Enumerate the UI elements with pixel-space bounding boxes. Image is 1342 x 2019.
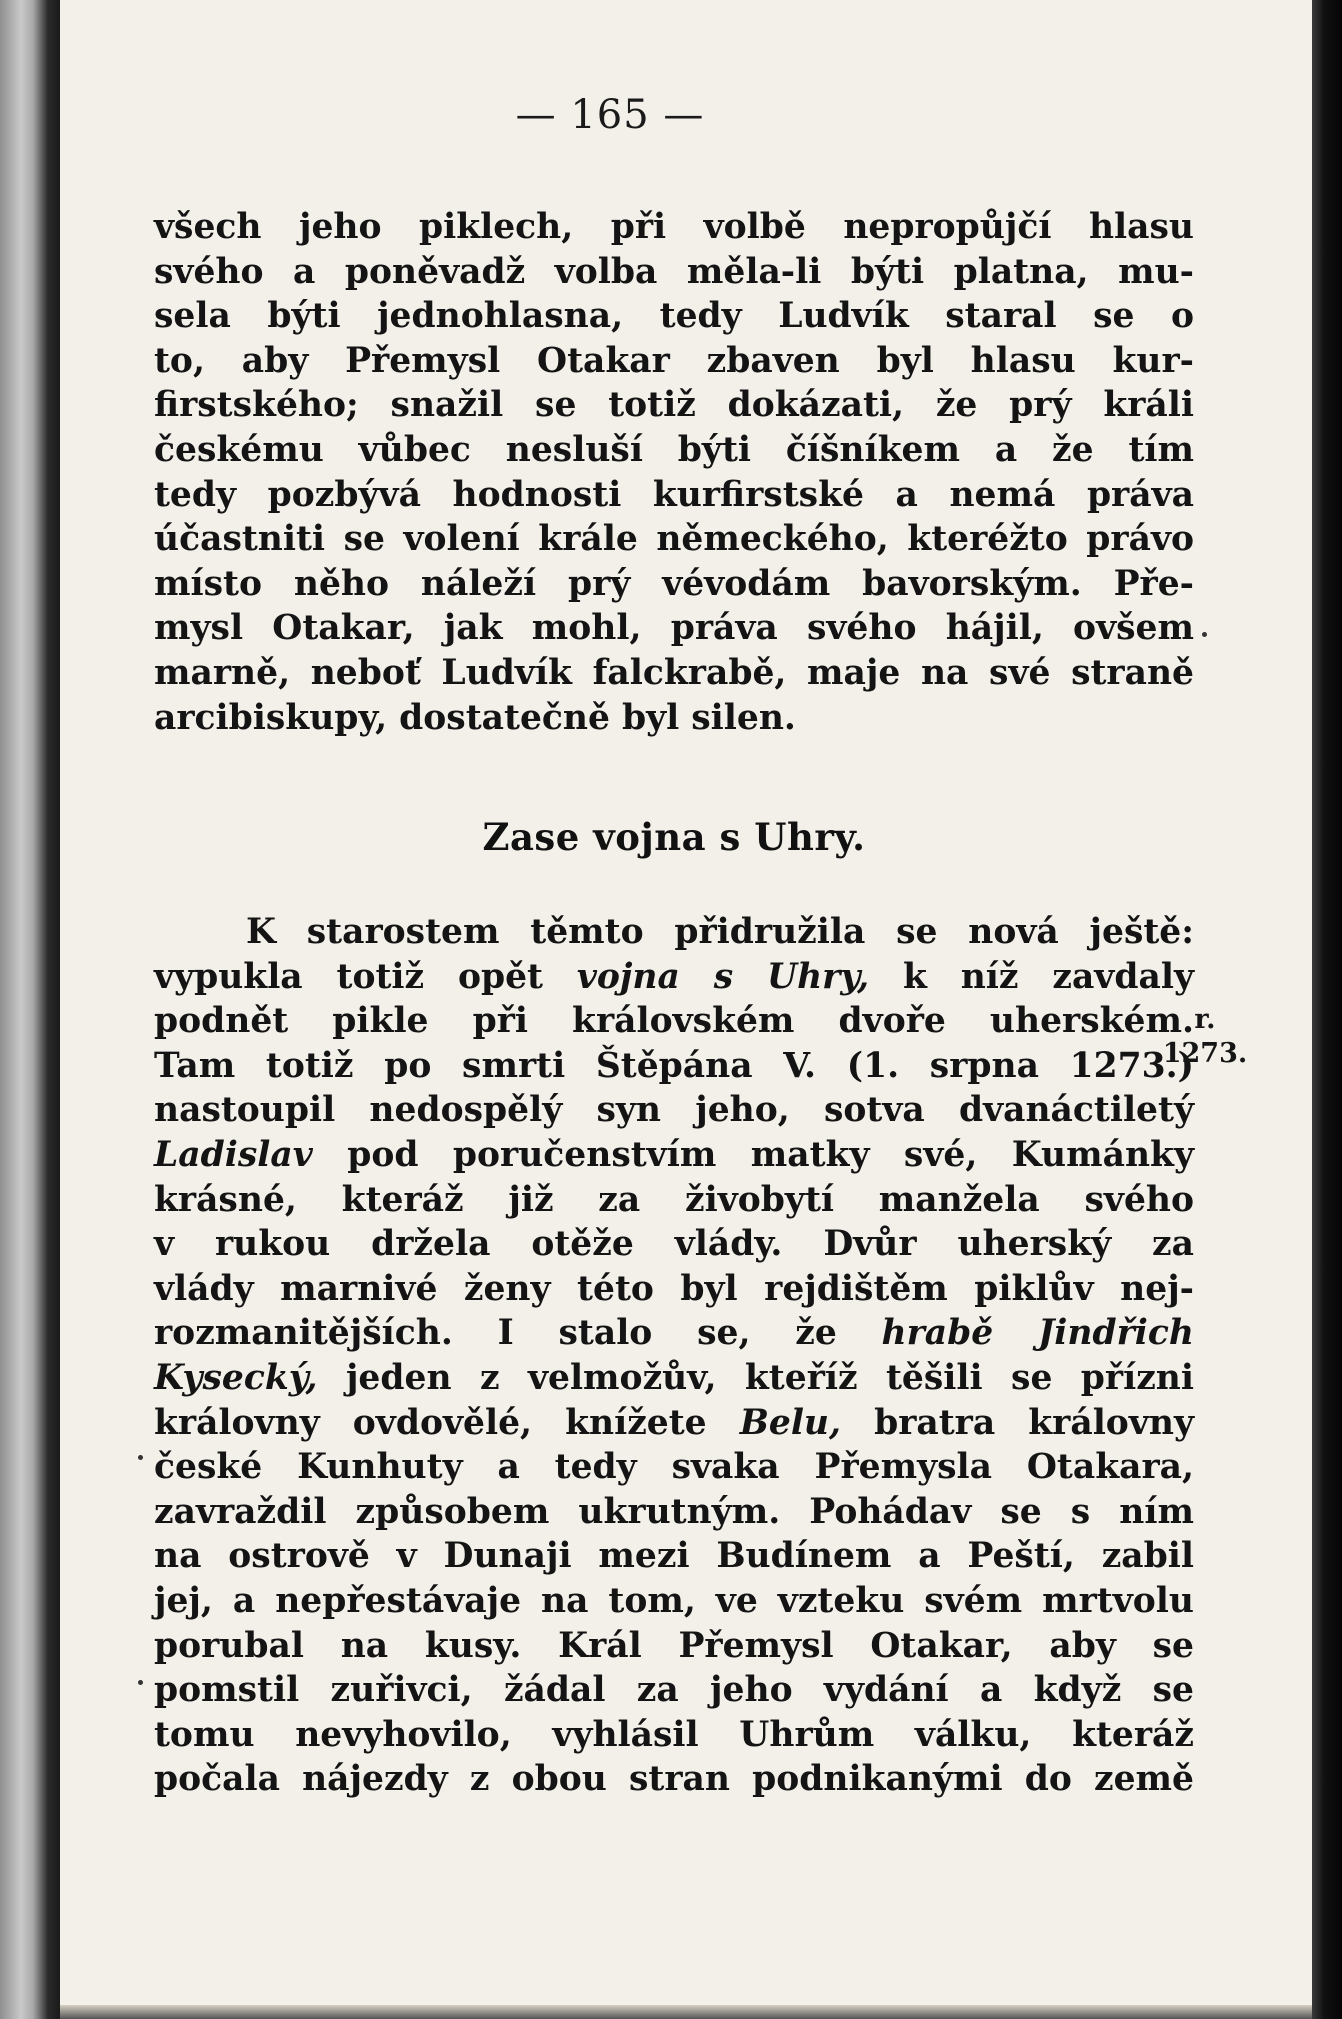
text-line: arcibiskupy, dostatečně byl silen. (154, 697, 796, 738)
italic-run: Ladislav (154, 1134, 313, 1175)
text-line: podnět pikle při královském dvoře uherském. (154, 1001, 1194, 1042)
text-run: vypukla totiž opět (154, 956, 577, 997)
text-line: českému vůbec nesluší býti číšníkem a že tím (154, 429, 1194, 470)
text-line: počala nájezdy z obou stran podnikanými do země (154, 1759, 1194, 1800)
print-speck (1202, 632, 1207, 637)
text-line: krásné, kteráž již za živobytí manžela svého (154, 1179, 1194, 1220)
text-line: české Kunhuty a tedy svaka Přemysla Otakara, (154, 1447, 1194, 1488)
text-line: všech jeho piklech, při volbě nepropůjčí hlasu (154, 207, 1194, 247)
text-line: tomu nevyhovilo, vyhlásil Uhrům válku, kteráž (154, 1714, 1194, 1755)
page-number: — 165 — (515, 92, 705, 138)
paragraph-2 (154, 910, 1194, 1802)
text-line: svého a poněvadž volba měla-li býti platna, mu- (154, 251, 1194, 292)
text-line: sela býti jednohlasna, tedy Ludvík staral se o (154, 296, 1194, 337)
text-line: místo něho náleží prý vévodám bavorským. Pře- (154, 563, 1194, 604)
text-line: zavraždil způsobem ukrutným. Pohádav se s ním (154, 1491, 1194, 1532)
margin-note-prefix: r. (1194, 1004, 1216, 1035)
text-line: vlády marnivé ženy této byl rejdištěm piklův nej- (154, 1268, 1194, 1309)
italic-run: Kysecký, (154, 1357, 318, 1398)
print-speck (138, 1455, 143, 1460)
paragraph-1 (154, 205, 1194, 740)
print-speck (138, 1680, 143, 1685)
text-line: nastoupil nedospělý syn jeho, sotva dvanáctiletý (154, 1090, 1194, 1131)
text-line: účastniti se volení krále německého, kteréžto právo (154, 519, 1194, 560)
text-run: královny ovdovělé, knížete (154, 1402, 740, 1443)
text-line: Tam totiž po smrti Štěpána V. (1. srpna 1273.) (154, 1045, 1194, 1086)
text-line: tedy pozbývá hodnosti kurfirstské a nemá práva (154, 474, 1194, 515)
book-page (60, 0, 1312, 2005)
text-line: firstského; snažil se totiž dokázati, že prý králi (154, 385, 1194, 426)
italic-run: Belu, (739, 1402, 842, 1443)
text-line: jej, a nepřestávaje na tom, ve vzteku svém mrtvolu (154, 1580, 1194, 1621)
text-run: rozmanitějších. I stalo se, že (154, 1313, 882, 1354)
margin-note-value: 1273. (1162, 1038, 1248, 1069)
scan-right-edge (1312, 0, 1342, 2019)
text-line (154, 955, 1194, 1000)
text-line (154, 1356, 1194, 1401)
text-run: bratra královny (841, 1402, 1194, 1443)
scan-left-edge (0, 0, 60, 2019)
text-line: to, aby Přemysl Otakar zbaven byl hlasu kur- (154, 340, 1194, 381)
text-line: marně, neboť Ludvík falckrabě, maje na své straně (154, 652, 1194, 693)
text-line (154, 1311, 1194, 1356)
text-line: v rukou držela otěže vlády. Dvůr uherský za (154, 1224, 1194, 1265)
text-line (154, 1401, 1194, 1446)
italic-run: vojna s Uhry, (576, 956, 870, 997)
text-line: na ostrově v Dunaji mezi Budínem a Peští, zabil (154, 1536, 1194, 1577)
text-run: jeden z velmožův, kteříž těšili se přízni (317, 1357, 1194, 1398)
section-heading: Zase vojna s Uhry. (482, 815, 866, 859)
text-run: pod poručenstvím matky své, Kumánky (312, 1134, 1194, 1175)
scan-bottom-edge (60, 2005, 1312, 2019)
text-run: k níž zavdaly (869, 956, 1194, 997)
margin-note-year (1160, 1003, 1250, 1071)
text-line: mysl Otakar, jak mohl, práva svého hájil, ovšem (154, 608, 1194, 649)
italic-run: hrabě Jindřich (881, 1313, 1194, 1354)
text-line (154, 1133, 1194, 1178)
text-line: K starostem těmto přidružila se nová ještě: (246, 912, 1194, 952)
text-line: pomstil zuřivci, žádal za jeho vydání a když se (154, 1670, 1194, 1711)
text-line: porubal na kusy. Král Přemysl Otakar, aby se (154, 1625, 1194, 1666)
